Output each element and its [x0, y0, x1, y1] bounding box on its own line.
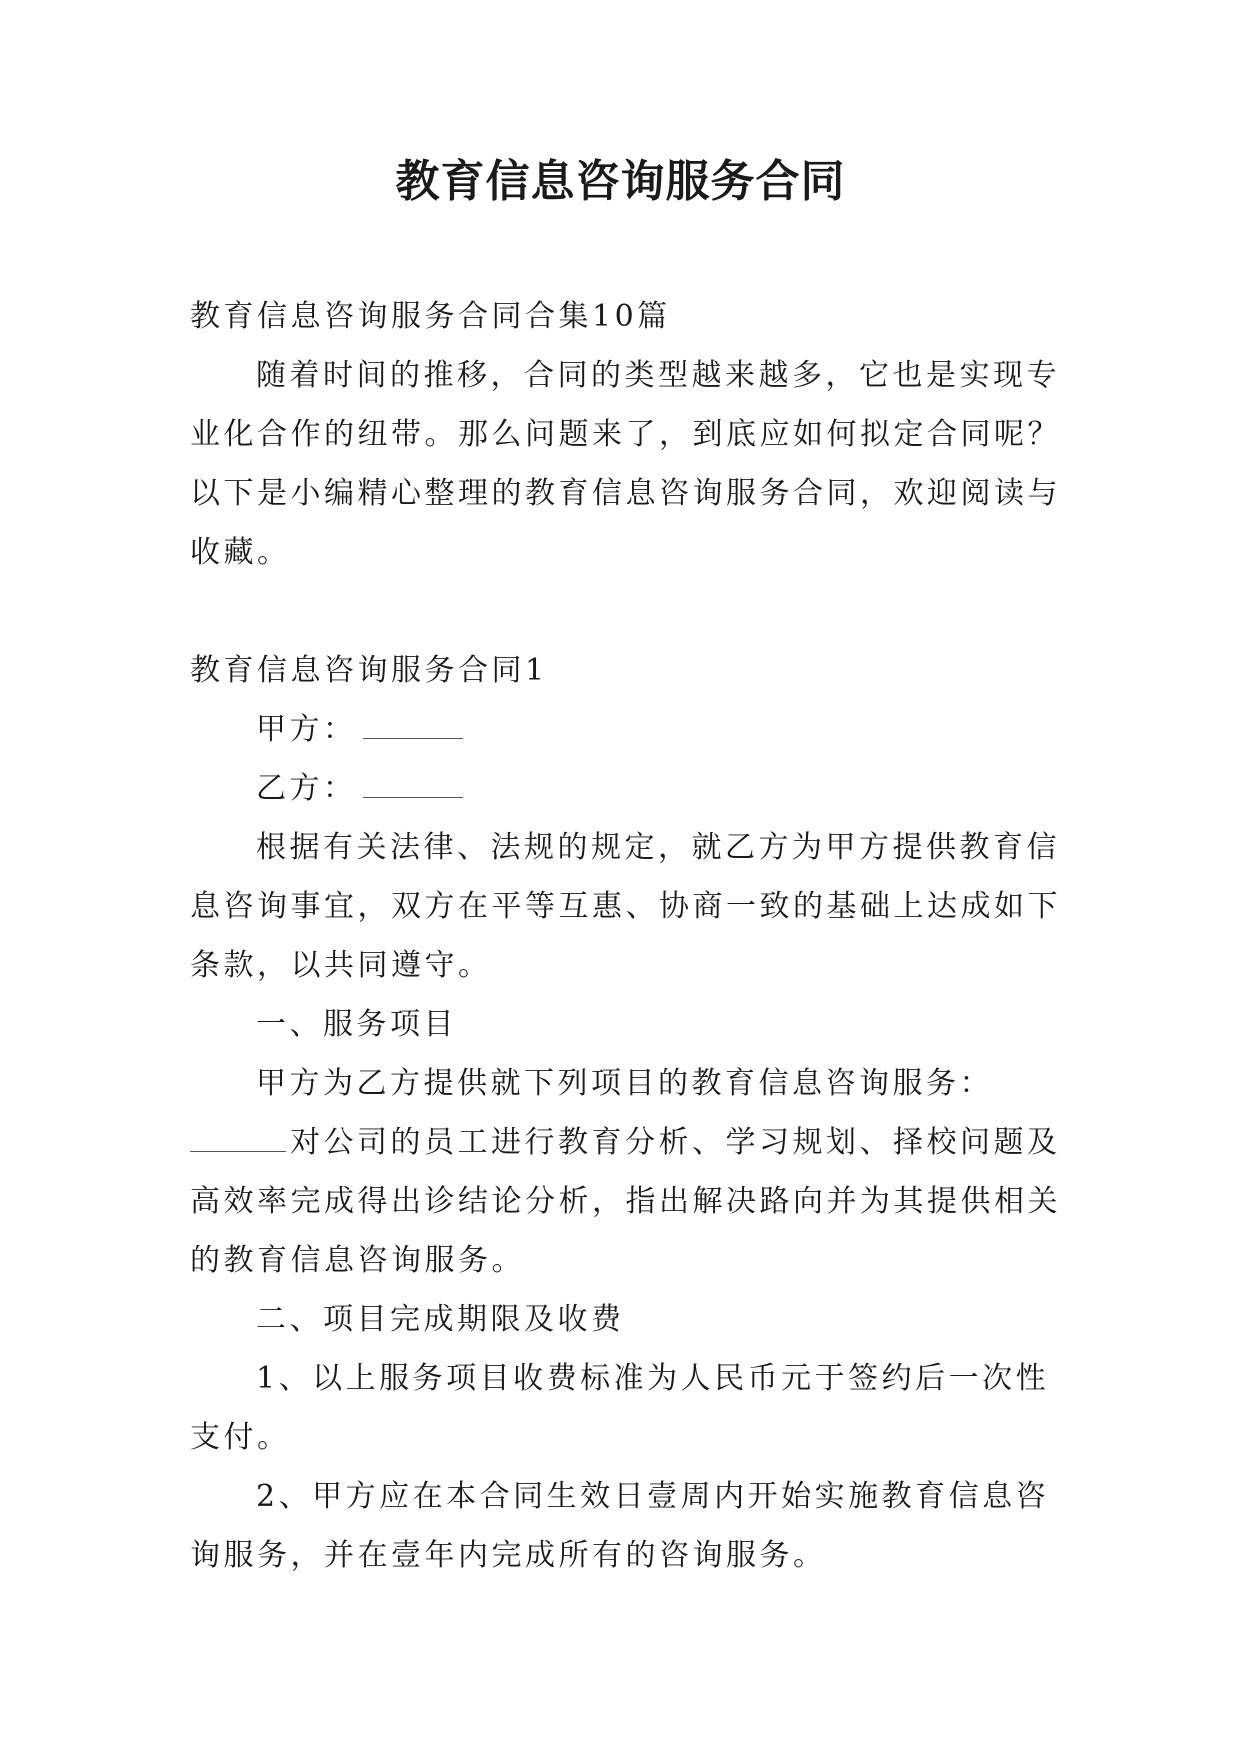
clause2-heading: 二、项目完成期限及收费 — [256, 1302, 625, 1337]
clause1-line-text: 对公司的员工进行教育分析、学习规划、择校问题及 — [290, 1125, 1061, 1160]
party-a-line — [190, 700, 1070, 759]
preamble-line: 条款，以共同遵守。 — [190, 948, 492, 983]
intro-line: 以下是小编精心整理的教育信息咨询服务合同，欢迎阅读与 — [190, 476, 1061, 511]
section-heading: 教育信息咨询服务合同1 — [190, 653, 548, 688]
clause1-heading: 一、服务项目 — [256, 1007, 457, 1042]
clause1-line: 的教育信息咨询服务。 — [190, 1243, 525, 1278]
document-subtitle: 教育信息咨询服务合同合集10篇 — [190, 299, 671, 334]
intro-line: 业化合作的纽带。那么问题来了，到底应如何拟定合同呢？ — [190, 417, 1061, 452]
clause1-line: 甲方为乙方提供就下列项目的教育信息咨询服务： — [256, 1066, 993, 1101]
clause2-item2-line: 2、甲方应在本合同生效日壹周内开始实施教育信息咨 — [256, 1479, 1050, 1514]
intro-line: 收藏。 — [190, 535, 291, 570]
clause2-item2-line: 询服务，并在壹年内完成所有的咨询服务。 — [190, 1538, 827, 1573]
party-a-blank — [363, 716, 463, 739]
clause1-line: 高效率完成得出诊结论分析，指出解决路向并为其提供相关 — [190, 1184, 1061, 1219]
document-title: 教育信息咨询服务合同 — [395, 156, 846, 207]
intro-line: 随着时间的推移，合同的类型越来越多，它也是实现专 — [256, 358, 1060, 393]
paragraph-spacer — [190, 582, 1070, 641]
document-body — [190, 287, 1070, 1585]
party-b-label: 乙方： — [256, 771, 357, 806]
preamble-line: 根据有关法律、法规的规定，就乙方为甲方提供教育信 — [256, 830, 1060, 865]
party-b-line — [190, 759, 1070, 818]
clause2-item1-line: 支付。 — [190, 1420, 291, 1455]
party-a-label: 甲方： — [256, 712, 357, 747]
service-recipient-blank — [190, 1129, 286, 1152]
preamble-line: 息咨询事宜，双方在平等互惠、协商一致的基础上达成如下 — [190, 889, 1061, 924]
clause2-item1-line: 1、以上服务项目收费标准为人民币元于签约后一次性 — [256, 1361, 1050, 1396]
party-b-blank — [363, 775, 463, 798]
clause1-blank-line — [190, 1113, 1070, 1172]
